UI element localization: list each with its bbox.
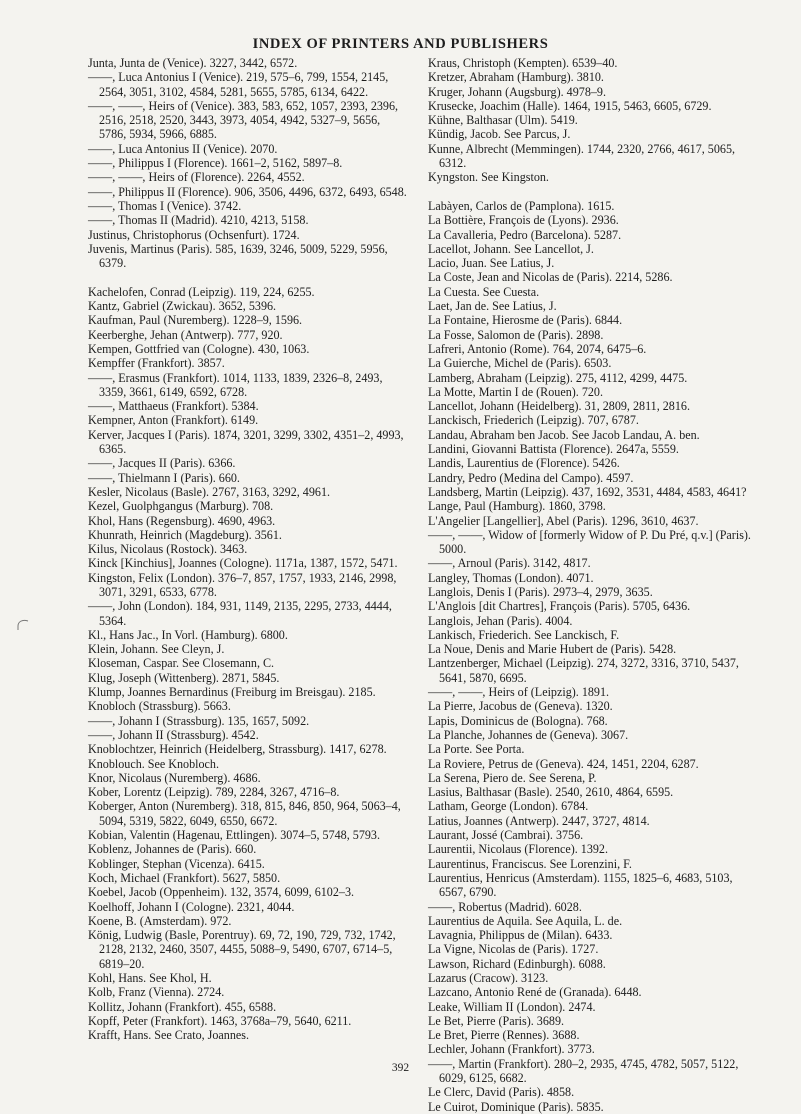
index-entry: Langley, Thomas (London). 4071. xyxy=(428,570,594,585)
index-entry: Kühne, Balthasar (Ulm). 5419. xyxy=(428,113,578,128)
index-entry: Kruger, Johann (Augsburg). 4978–9. xyxy=(428,84,606,99)
index-entry: Koebel, Jacob (Oppenheim). 132, 3574, 6099, 6102–3. xyxy=(88,885,355,900)
page-number: 392 xyxy=(391,1062,410,1074)
index-entry: Justinus, Christophorus (Ochsenfurt). 1724. xyxy=(88,227,300,242)
index-column-right xyxy=(428,56,753,1114)
index-entry: La Coste, Jean and Nicolas de (Paris). 2214, 5286. xyxy=(428,270,673,285)
index-entry: Lantzenberger, Michael (Leipzig). 274, 3272, 3316, 3710, 5437, 5641, 5870, 6695. xyxy=(428,656,739,685)
index-entry: Lechler, Johann (Frankfort). 3773. xyxy=(428,1042,595,1057)
index-entry: Lazarus (Cracow). 3123. xyxy=(428,971,549,985)
index-entry: Landau, Abraham ben Jacob. See Jacob Landau, A. ben. xyxy=(428,427,700,442)
index-entry: Kolb, Franz (Vienna). 2724. xyxy=(88,985,225,1000)
index-entry: Lasius, Balthasar (Basle). 2540, 2610, 4864, 6595. xyxy=(428,785,674,800)
index-entry: Labàyen, Carlos de (Pamplona). 1615. xyxy=(428,198,615,213)
index-entry: Laurentii, Nicolaus (Florence). 1392. xyxy=(428,842,609,857)
index-entry: ——, ——, Heirs of (Florence). 2264, 4552. xyxy=(88,170,305,185)
index-entry: Juvenis, Martinus (Paris). 585, 1639, 3246, 5009, 5229, 5956, 6379. xyxy=(88,241,388,271)
index-entry: Kinck [Kinchius], Joannes (Cologne). 1171a, 1387, 1572, 5471. xyxy=(88,556,398,571)
index-entry: La Vigne, Nicolas de (Paris). 1727. xyxy=(428,942,599,957)
index-entry: ——, Philippus II (Florence). 906, 3506, 4496, 6372, 6493, 6548. xyxy=(88,184,407,199)
index-entry: ——, Johann II (Strassburg). 4542. xyxy=(88,727,259,742)
index-entry: Kretzer, Abraham (Hamburg). 3810. xyxy=(428,70,604,85)
index-entry: ——, Philippus I (Florence). 1661–2, 5162, 5897–8. xyxy=(88,156,343,171)
index-entry: Klump, Joannes Bernardinus (Freiburg im Breisgau). 2185. xyxy=(88,685,376,700)
page-title: INDEX OF PRINTERS AND PUBLISHERS xyxy=(252,36,549,52)
index-entry: Kezel, Guolphgangus (Marburg). 708. xyxy=(88,499,274,514)
section-gap xyxy=(88,270,408,284)
index-entry: Krusecke, Joachim (Halle). 1464, 1915, 5463, 6605, 6729. xyxy=(428,98,712,113)
index-entry: La Guierche, Michel de (Paris). 6503. xyxy=(428,356,612,371)
index-entry: Klein, Johann. See Cleyn, J. xyxy=(88,642,225,657)
index-entry: Langlois, Denis I (Paris). 2973–4, 2979, 3635. xyxy=(428,584,653,599)
index-entry: ——, Matthaeus (Frankfort). 5384. xyxy=(88,399,259,414)
index-entry: La Serena, Piero de. See Serena, P. xyxy=(428,770,597,785)
index-entry: Landry, Pedro (Medina del Campo). 4597. xyxy=(428,470,634,485)
index-entry: ——, Thomas II (Madrid). 4210, 4213, 5158. xyxy=(88,213,309,228)
index-entry: ——, Thielmann I (Paris). 660. xyxy=(88,470,240,485)
index-entry: Lacio, Juan. See Latius, J. xyxy=(428,256,555,271)
index-entry: Lavagnia, Philippus de (Milan). 6433. xyxy=(428,928,613,943)
index-entry: La Cuesta. See Cuesta. xyxy=(428,284,540,299)
index-entry: Latius, Joannes (Antwerp). 2447, 3727, 4814. xyxy=(428,813,650,828)
index-entry: Kobian, Valentin (Hagenau, Ettlingen). 3074–5, 5748, 5793. xyxy=(88,828,380,843)
index-entry: Kerver, Jacques I (Paris). 1874, 3201, 3299, 3302, 4351–2, 4993, 6365. xyxy=(88,427,404,457)
index-entry: Kantz, Gabriel (Zwickau). 3652, 5396. xyxy=(88,299,277,314)
index-entry: ——, Jacques II (Paris). 6366. xyxy=(88,456,236,471)
index-entry: Koene, B. (Amsterdam). 972. xyxy=(88,913,232,928)
index-entry: Lange, Paul (Hamburg). 1860, 3798. xyxy=(428,499,606,514)
index-entry: La Planche, Johannes de (Geneva). 3067. xyxy=(428,727,629,742)
index-entry: Le Cuirot, Dominique (Paris). 5835. xyxy=(428,1099,604,1114)
index-entry: Lanckisch, Friederich (Leipzig). 707, 6787. xyxy=(428,413,639,428)
index-entry: Kober, Lorentz (Leipzig). 789, 2284, 3267, 4716–8. xyxy=(88,785,340,800)
index-entry: Kilus, Nicolaus (Rostock). 3463. xyxy=(88,542,248,557)
index-entry: ——, Johann I (Strassburg). 135, 1657, 5092. xyxy=(88,713,310,728)
index-entry: Le Bret, Pierre (Rennes). 3688. xyxy=(428,1028,580,1043)
index-entry: Lawson, Richard (Edinburgh). 6088. xyxy=(428,956,606,971)
index-entry: Laurentinus, Franciscus. See Lorenzini, F. xyxy=(428,856,632,871)
index-entry: Le Clerc, David (Paris). 4858. xyxy=(428,1085,575,1100)
section-gap xyxy=(428,185,753,199)
index-entry: ——, Arnoul (Paris). 3142, 4817. xyxy=(428,556,591,571)
index-entry: Lazcano, Antonio René de (Granada). 6448. xyxy=(428,985,642,1000)
index-entry: Kloseman, Caspar. See Closemann, C. xyxy=(88,656,275,671)
index-entry: Kempffer (Frankfort). 3857. xyxy=(88,356,225,371)
index-entry: ——, Robertus (Madrid). 6028. xyxy=(428,899,582,914)
index-entry: Kachelofen, Conrad (Leipzig). 119, 224, 6255. xyxy=(88,284,315,299)
index-entry: Kunne, Albrecht (Memmingen). 1744, 2320, 2766, 4617, 5065, 6312. xyxy=(428,141,736,171)
index-entry: Khunrath, Heinrich (Magdeburg). 3561. xyxy=(88,527,282,542)
index-entry: L'Anglois [dit Chartres], François (Paris). 5705, 6436. xyxy=(428,599,691,614)
index-entry: Laurentius de Aquila. See Aquila, L. de. xyxy=(428,913,623,928)
index-entry: Landini, Giovanni Battista (Florence). 2647a, 5559. xyxy=(428,442,679,457)
index-entry: La Porte. See Porta. xyxy=(428,742,525,757)
index-entry: Koberger, Anton (Nuremberg). 318, 815, 846, 850, 964, 5063–4, 5094, 5319, 5822, 6049, 6550, 6672. xyxy=(88,799,401,828)
index-entry: Lancellot, Johann (Heidelberg). 31, 2809, 2811, 2816. xyxy=(428,399,690,414)
index-entry: ——, Luca Antonius II (Venice). 2070. xyxy=(88,141,278,156)
index-entry: L'Angelier [Langellier], Abel (Paris). 1296, 3610, 4637. xyxy=(428,513,699,528)
index-entry: Keerberghe, Jehan (Antwerp). 777, 920. xyxy=(88,327,283,342)
index-entry: Latham, George (London). 6784. xyxy=(428,799,589,814)
index-entry: Koch, Michael (Frankfort). 5627, 5850. xyxy=(88,870,281,885)
index-entry: Kohl, Hans. See Khol, H. xyxy=(88,971,212,985)
index-entry: Laet, Jan de. See Latius, J. xyxy=(428,299,557,314)
index-entry: Khol, Hans (Regensburg). 4690, 4963. xyxy=(88,513,276,528)
index-entry: Krafft, Hans. See Crato, Joannes. xyxy=(88,1028,249,1043)
index-entry: König, Ludwig (Basle, Porentruy). 69, 72, 190, 729, 732, 1742, 2128, 2132, 2460, 3507, 4455, 5088–9, 5490, 6707, 6714–5, 6819–20. xyxy=(88,928,396,971)
index-entry: Laurant, Jossé (Cambrai). 3756. xyxy=(428,828,584,843)
index-entry: La Motte, Martin I de (Rouen). 720. xyxy=(428,384,603,399)
index-entry: La Fosse, Salomon de (Paris). 2898. xyxy=(428,327,604,342)
index-entry: ——, ——, Widow of [formerly Widow of P. Du Pré, q.v.] (Paris). 5000. xyxy=(428,527,751,557)
index-entry: Lamberg, Abraham (Leipzig). 275, 4112, 4299, 4475. xyxy=(428,370,688,385)
index-entry: ——, ——, Heirs of (Venice). 383, 583, 652, 1057, 2393, 2396, 2516, 2518, 2520, 3443, 3973, 4054, 4942, 5327–9, 5656, 5786, 5934, 5966, 6885. xyxy=(88,98,399,142)
index-entry: La Bottière, François de (Lyons). 2936. xyxy=(428,213,619,228)
index-entry: La Cavalleria, Pedro (Barcelona). 5287. xyxy=(428,227,622,242)
index-entry: Le Bet, Pierre (Paris). 3689. xyxy=(428,1013,565,1028)
index-entry: La Roviere, Petrus de (Geneva). 424, 1451, 2204, 6287. xyxy=(428,756,699,771)
index-entry: Kraus, Christoph (Kempten). 6539–40. xyxy=(428,56,618,70)
index-entry: Lankisch, Friederich. See Lanckisch, F. xyxy=(428,627,620,642)
index-entry: Kempen, Gottfried van (Cologne). 430, 1063. xyxy=(88,341,310,356)
index-entry: ——, Erasmus (Frankfort). 1014, 1133, 1839, 2326–8, 2493, 3359, 3661, 6149, 6592, 6728. xyxy=(88,370,383,399)
index-entry: Kl., Hans Jac., In Vorl. (Hamburg). 6800. xyxy=(88,627,288,642)
index-entry: Koblinger, Stephan (Vicenza). 6415. xyxy=(88,856,265,871)
index-entry: Lapis, Dominicus de (Bologna). 768. xyxy=(428,713,608,728)
index-entry: Leake, William II (London). 2474. xyxy=(428,999,596,1014)
index-entry: Klug, Joseph (Wittenberg). 2871, 5845. xyxy=(88,670,280,685)
index-entry: Knor, Nicolaus (Nuremberg). 4686. xyxy=(88,770,261,785)
index-entry: Junta, Junta de (Venice). 3227, 3442, 6572. xyxy=(88,56,298,70)
index-entry: La Fontaine, Hierosme de (Paris). 6844. xyxy=(428,313,623,328)
index-entry: Kingston, Felix (London). 376–7, 857, 1757, 1933, 2146, 2998, 3071, 3291, 6533, 6778. xyxy=(88,570,397,599)
index-entry: Knoblouch. See Knobloch. xyxy=(88,756,219,771)
index-entry: Kaufman, Paul (Nuremberg). 1228–9, 1596. xyxy=(88,313,303,328)
index-entry: ——, ——, Heirs of (Leipzig). 1891. xyxy=(428,685,610,700)
index-entry: Kyngston. See Kingston. xyxy=(428,170,549,185)
index-entry: Kündig, Jacob. See Parcus, J. xyxy=(428,127,571,142)
index-entry: Lacellot, Johann. See Lancellot, J. xyxy=(428,241,594,256)
index-entry: Landsberg, Martin (Leipzig). 437, 1692, 3531, 4484, 4583, 4641? xyxy=(428,484,747,499)
index-entry: La Pierre, Jacobus de (Geneva). 1320. xyxy=(428,699,613,714)
index-entry: La Noue, Denis and Marie Hubert de (Paris). 5428. xyxy=(428,642,677,657)
index-entry: ——, John (London). 184, 931, 1149, 2135, 2295, 2733, 4444, 5364. xyxy=(88,599,392,628)
index-entry: Knobloch (Strassburg). 5663. xyxy=(88,699,231,714)
index-entry: Koelhoff, Johann I (Cologne). 2321, 4044. xyxy=(88,899,295,914)
index-entry: Knoblochtzer, Heinrich (Heidelberg, Strassburg). 1417, 6278. xyxy=(88,742,387,757)
index-entry: Kopff, Peter (Frankfort). 1463, 3768a–79, 5640, 6211. xyxy=(88,1013,352,1028)
index-entry: Kempner, Anton (Frankfort). 6149. xyxy=(88,413,259,428)
index-entry: Lafreri, Antonio (Rome). 764, 2074, 6475–6. xyxy=(428,341,647,356)
index-entry: ——, Martin (Frankfort). 280–2, 2935, 4745, 4782, 5057, 5122, 6029, 6125, 6682. xyxy=(428,1056,739,1086)
margin-bracket-mark xyxy=(16,618,30,632)
index-column-left xyxy=(88,56,408,1042)
index-entry: ——, Thomas I (Venice). 3742. xyxy=(88,198,242,213)
index-entry: Kesler, Nicolaus (Basle). 2767, 3163, 3292, 4961. xyxy=(88,484,331,499)
index-entry: Kollitz, Johann (Frankfort). 455, 6588. xyxy=(88,999,277,1014)
index-entry: ——, Luca Antonius I (Venice). 219, 575–6, 799, 1554, 2145, 2564, 3051, 3102, 4584, 5281, 5655, 5785, 6134, 6422. xyxy=(88,70,389,99)
index-entry: Langlois, Jehan (Paris). 4004. xyxy=(428,613,573,628)
index-entry: Landis, Laurentius de (Florence). 5426. xyxy=(428,456,620,471)
index-entry: Laurentius, Henricus (Amsterdam). 1155, 1825–6, 4683, 5103, 6567, 6790. xyxy=(428,870,733,900)
index-entry: Koblenz, Johannes de (Paris). 660. xyxy=(88,842,257,857)
